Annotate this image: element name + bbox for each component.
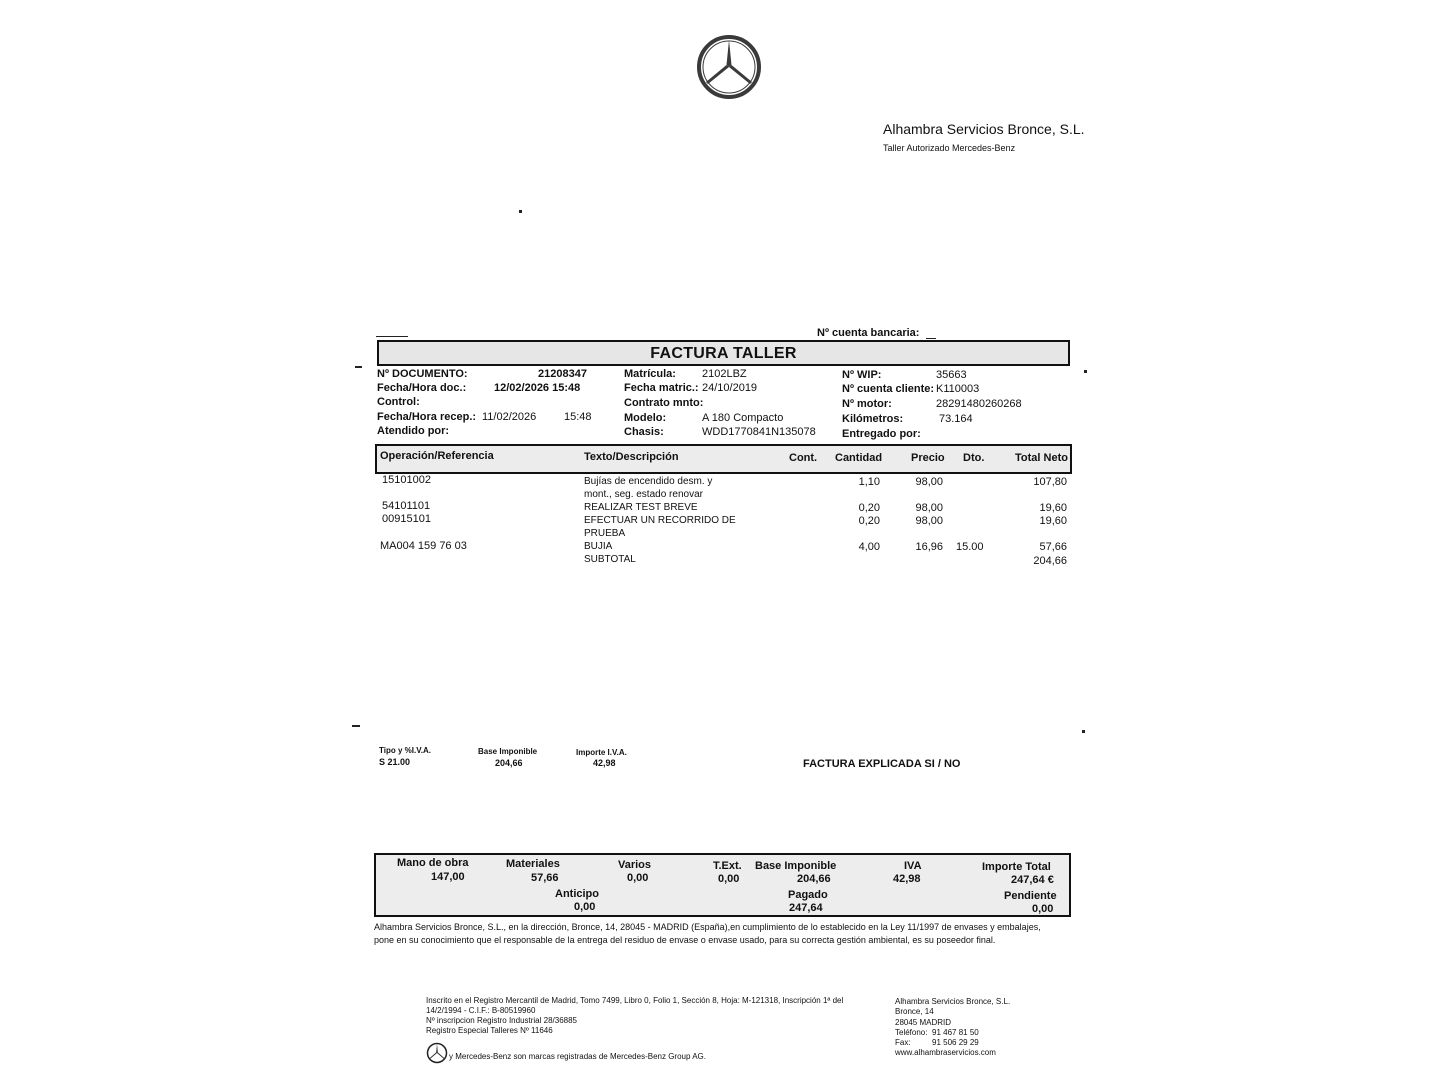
scan-dot xyxy=(1084,370,1087,373)
reception-time-value: 15:48 xyxy=(564,411,592,423)
registry-line4: Registro Especial Talleres Nº 11646 xyxy=(426,1026,553,1035)
vat-amount-label: Importe I.V.A. xyxy=(576,748,627,757)
reception-date-label: Fecha/Hora recep.: xyxy=(377,411,477,423)
wip-value: 35663 xyxy=(936,369,967,381)
misc-value: 0,00 xyxy=(627,872,649,884)
registration-date-value: 24/10/2019 xyxy=(702,382,758,394)
text-value: 0,00 xyxy=(718,873,740,885)
km-value: 73.164 xyxy=(939,413,973,425)
control-label: Control: xyxy=(377,396,420,408)
delivered-by-label: Entregado por: xyxy=(842,428,921,440)
registry-line3: Nº inscripcion Registro Industrial 28/36885 xyxy=(426,1016,577,1025)
explained-invoice-text: FACTURA EXPLICADA SI / NO xyxy=(803,758,961,770)
col-desc-header: Texto/Descripción xyxy=(584,451,679,463)
vat-amount-value: 42,98 xyxy=(593,758,616,768)
col-total-header: Total Neto xyxy=(1015,452,1068,464)
labour-label: Mano de obra xyxy=(397,857,469,869)
col-cont-header: Cont. xyxy=(789,452,818,464)
row-quantity: 4,00 xyxy=(858,541,880,553)
model-value: A 180 Compacto xyxy=(702,412,784,424)
row-ref: 00915101 xyxy=(382,513,431,525)
subtotal-label: SUBTOTAL xyxy=(584,554,636,565)
legal-text-line1: Alhambra Servicios Bronce, S.L., en la dirección, Bronce, 14, 28045 - MADRID (España),en cumplimiento de lo establecido en la Ley 11/1997 de envases y embalajes, xyxy=(374,922,1041,932)
phone-label: Teléfono: xyxy=(895,1028,928,1037)
scan-mark xyxy=(355,366,362,368)
row-discount: 15.00 xyxy=(956,541,984,553)
invoice-title: FACTURA TALLER xyxy=(650,345,797,362)
total-vat-label: IVA xyxy=(904,860,922,872)
grand-total-label: Importe Total xyxy=(982,861,1051,873)
invoice-title-box xyxy=(377,340,1070,366)
contract-label: Contrato mnto: xyxy=(624,397,704,409)
text-label: T.Ext. xyxy=(713,860,742,872)
row-price: 98,00 xyxy=(915,476,943,488)
model-label: Modelo: xyxy=(624,412,667,424)
row-total: 19,60 xyxy=(1039,515,1067,527)
registry-line1: Inscrito en el Registro Mercantil de Madrid, Tomo 7499, Libro 0, Folio 1, Sección 8, Hoja: M-121318, Inscripción 1ª del xyxy=(426,996,844,1005)
vat-type-value: S 21.00 xyxy=(379,757,411,767)
doc-date-label: Fecha/Hora doc.: xyxy=(377,382,467,394)
misc-label: Varios xyxy=(618,859,652,871)
client-account-value: K110003 xyxy=(936,383,980,395)
scan-dot xyxy=(519,210,522,213)
address-city: 28045 MADRID xyxy=(895,1018,952,1027)
row-desc-cont: PRUEBA xyxy=(584,528,626,539)
row-total: 19,60 xyxy=(1039,502,1067,514)
row-total: 57,66 xyxy=(1039,541,1067,553)
engine-label: Nº motor: xyxy=(842,398,892,410)
row-price: 98,00 xyxy=(915,502,943,514)
table-header-rule xyxy=(375,472,1072,474)
address-street: Bronce, 14 xyxy=(895,1007,934,1016)
fax-label: Fax: xyxy=(895,1038,911,1047)
col-price-header: Precio xyxy=(911,452,945,464)
row-quantity: 1,10 xyxy=(858,476,880,488)
doc-number-value: 21208347 xyxy=(538,368,587,380)
engine-value: 28291480260268 xyxy=(936,398,1022,410)
mercedes-star-small-logo xyxy=(426,1042,448,1064)
registration-date-label: Fecha matric.: xyxy=(624,382,699,394)
phone-value: 91 467 81 50 xyxy=(932,1028,979,1037)
km-label: Kilómetros: xyxy=(842,413,904,425)
row-quantity: 0,20 xyxy=(858,515,880,527)
plate-label: Matrícula: xyxy=(624,368,676,380)
row-ref: MA004 159 76 03 xyxy=(380,540,467,552)
vat-type-label: Tipo y %I.V.A. xyxy=(379,746,432,755)
address-company: Alhambra Servicios Bronce, S.L. xyxy=(895,997,1011,1006)
wip-label: Nº WIP: xyxy=(842,369,882,381)
total-vat-value: 42,98 xyxy=(893,873,921,885)
materials-label: Materiales xyxy=(506,858,560,870)
row-price: 16,96 xyxy=(915,541,943,553)
subtotal-value: 204,66 xyxy=(1033,555,1067,567)
doc-date-value: 12/02/2026 15:48 xyxy=(494,382,581,394)
registry-line2: 14/2/1994 - C.I.F.: B-80519960 xyxy=(426,1006,536,1015)
vat-base-value: 204,66 xyxy=(495,758,523,768)
plate-value: 2102LBZ xyxy=(702,368,747,380)
vat-base-label: Base Imponible xyxy=(478,747,538,756)
total-base-value: 204,66 xyxy=(797,873,831,885)
paid-label: Pagado xyxy=(788,889,828,901)
advance-value: 0,00 xyxy=(574,901,596,913)
attended-by-label: Atendido por: xyxy=(377,425,450,437)
company-subtitle: Taller Autorizado Mercedes-Benz xyxy=(883,143,1016,153)
legal-text-line2: pone en su conocimiento que el responsable de la entrega del residuo de envase o envase usado, para su correcta gestión ambiental, es su poseedor final. xyxy=(374,935,996,945)
scan-mark xyxy=(352,725,360,727)
chassis-label: Chasis: xyxy=(624,426,664,438)
materials-value: 57,66 xyxy=(531,872,559,884)
rule-left xyxy=(376,336,408,337)
total-base-label: Base Imponible xyxy=(755,860,837,872)
row-desc: Bujías de encendido desm. y xyxy=(584,476,713,487)
row-ref: 15101002 xyxy=(382,474,431,486)
bank-account-label: Nº cuenta bancaria: xyxy=(817,327,920,339)
pending-value: 0,00 xyxy=(1032,903,1054,915)
row-total: 107,80 xyxy=(1033,476,1067,488)
trademark-notice: y Mercedes-Benz son marcas registradas de Mercedes-Benz Group AG. xyxy=(449,1052,706,1061)
reception-date-value: 11/02/2026 xyxy=(482,411,537,423)
fax-value: 91 506 29 29 xyxy=(932,1038,979,1047)
chassis-value: WDD1770841N135078 xyxy=(702,426,816,438)
col-ref-header: Operación/Referencia xyxy=(380,450,494,462)
pending-label: Pendiente xyxy=(1004,890,1057,902)
scan-dot xyxy=(1082,730,1085,733)
paid-value: 247,64 xyxy=(789,902,823,914)
mercedes-star-logo xyxy=(696,34,762,100)
row-desc: EFECTUAR UN RECORRIDO DE xyxy=(584,515,736,526)
row-desc-cont: mont., seg. estado renovar xyxy=(584,489,703,500)
labour-value: 147,00 xyxy=(431,871,465,883)
advance-label: Anticipo xyxy=(555,888,599,900)
row-ref: 54101101 xyxy=(382,500,431,512)
rule-right xyxy=(926,338,936,339)
website: www.alhambraservicios.com xyxy=(895,1048,996,1057)
doc-number-label: Nº DOCUMENTO: xyxy=(377,368,468,380)
col-quantity-header: Cantidad xyxy=(835,452,883,464)
row-price: 98,00 xyxy=(915,515,943,527)
grand-total-value: 247,64 € xyxy=(1011,874,1054,886)
row-desc: REALIZAR TEST BREVE xyxy=(584,502,698,513)
client-account-label: Nº cuenta cliente: xyxy=(842,383,935,395)
company-name: Alhambra Servicios Bronce, S.L. xyxy=(883,121,1085,137)
row-desc: BUJIA xyxy=(584,541,613,552)
row-quantity: 0,20 xyxy=(858,502,880,514)
col-discount-header: Dto. xyxy=(963,452,985,464)
